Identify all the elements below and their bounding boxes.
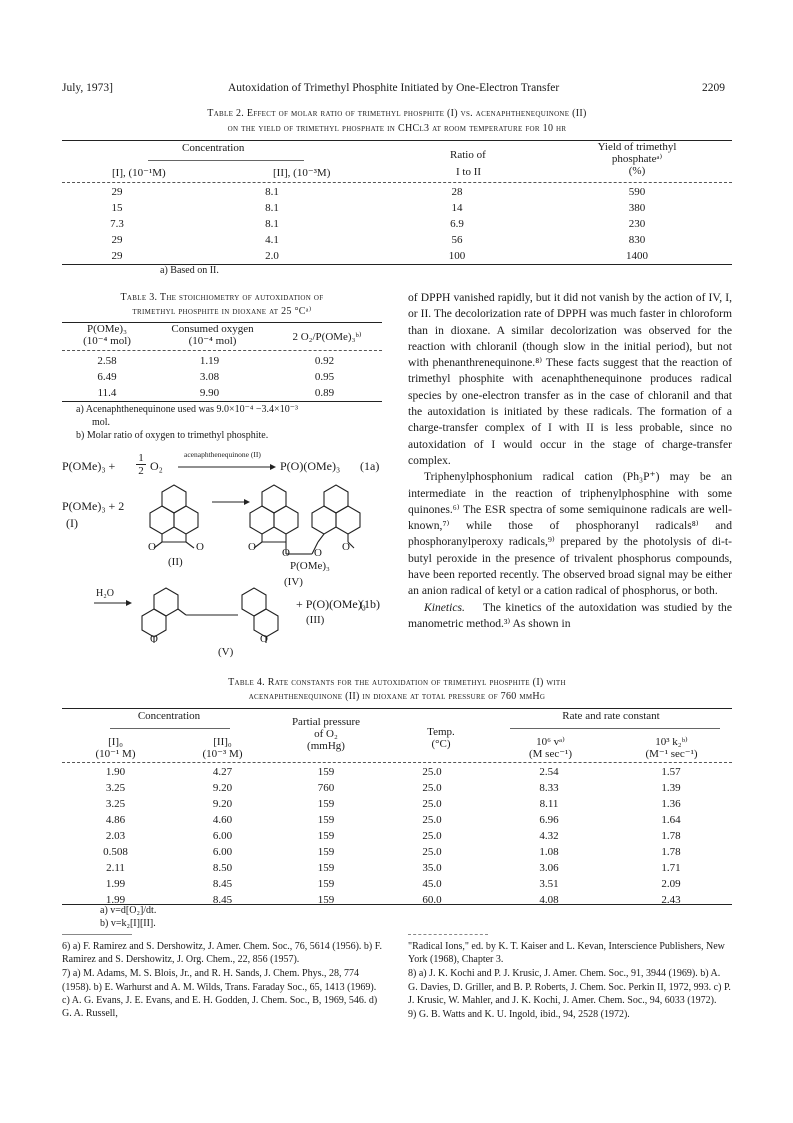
table3-cell: 0.89 <box>314 387 335 399</box>
table4-cell: 159 <box>317 830 335 842</box>
label-III: (III) <box>306 614 325 626</box>
table4-col2-header-2: (10⁻³ M) <box>202 748 243 760</box>
eq1a-reagent: P(OMe)₃ + <box>62 459 116 473</box>
table2-col3-header-1: Ratio of <box>450 149 486 161</box>
table4-cell: 3.25 <box>105 798 126 810</box>
label-O-1: O <box>148 541 156 553</box>
table4-top-rule <box>62 708 732 709</box>
table4-cell: 2.43 <box>661 894 681 906</box>
reference-7-cont: "Radical Ions," ed. by K. T. Kaiser and L. Kevan, Interscience Publishers, New York (1968), Chapter 3. <box>408 941 725 966</box>
table3-cell: 1.19 <box>199 355 220 367</box>
table2-cell: 8.1 <box>265 202 279 214</box>
right-column-text <box>408 290 732 632</box>
label-O-4: O <box>282 547 290 559</box>
table4-col4-header-2: (°C) <box>431 738 451 750</box>
table4-cell: 1.90 <box>105 766 126 778</box>
table2-cell: 7.3 <box>110 218 124 230</box>
table4-cell: 8.11 <box>539 798 559 810</box>
table2-col1-header: [I], (10⁻¹M) <box>112 167 166 179</box>
table2-cell: 2.0 <box>265 250 279 262</box>
table4-cell: 2.03 <box>105 830 126 842</box>
table4-cell: 4.32 <box>539 830 559 842</box>
table4-body <box>62 764 732 908</box>
label-O-6: O <box>342 541 350 553</box>
label-O-2: O <box>196 541 204 553</box>
table4-row <box>62 796 732 812</box>
table4-col2-header <box>169 736 276 760</box>
table2-cell: 29 <box>111 186 123 198</box>
page-number: 2209 <box>702 82 725 94</box>
table3-cell: 0.95 <box>314 371 335 383</box>
table4-cell: 1.78 <box>661 846 681 858</box>
label-H2O: H₂O <box>96 588 114 599</box>
table4-cell: 25.0 <box>422 814 442 826</box>
table4-cell: 25.0 <box>422 782 442 794</box>
table4-row <box>62 764 732 780</box>
table3-row <box>62 385 382 401</box>
table2-col4-header-2: phosphateᵃ⁾ <box>611 153 663 165</box>
table2-caption-line2: on the yield of trimethyl phosphate in CHCl3 at room temperature for 10 hr <box>227 123 567 134</box>
table3-col2-header-2: (10⁻⁴ mol) <box>188 335 237 347</box>
table4-cell: 159 <box>317 846 335 858</box>
table4-cell: 3.51 <box>539 878 559 890</box>
table4-row <box>62 876 732 892</box>
table4-cell: 4.27 <box>212 766 233 778</box>
table2-cell: 6.9 <box>450 218 464 230</box>
table2-col4-header <box>582 141 692 177</box>
table4-cell: 1.99 <box>105 894 126 906</box>
references-rule-right <box>408 934 488 935</box>
table4-col4-header-1: Temp. <box>427 726 455 738</box>
label-O-8: O <box>260 633 268 645</box>
table4-footnotes <box>100 904 156 930</box>
table4-cell: 159 <box>317 878 335 890</box>
table2-row <box>62 248 732 264</box>
table4-col3-header <box>276 716 376 752</box>
table2-cell: 100 <box>448 250 466 262</box>
table3-footnote-b: b) Molar ratio of oxygen to trimethyl phosphite. <box>76 430 269 441</box>
table2-row <box>62 216 732 232</box>
label-O-3: O <box>248 541 256 553</box>
table4-cell: 159 <box>317 862 335 874</box>
table2-cell: 4.1 <box>265 234 279 246</box>
reference-9: 9) G. B. Watts and K. U. Ingold, ibid., 94, 2528 (1972). <box>408 1009 630 1021</box>
running-header-date: July, 1973] <box>62 82 114 94</box>
table4-cell: 35.0 <box>422 862 442 874</box>
scheme-arrow-2 <box>94 598 134 608</box>
table3-cell: 3.08 <box>199 371 220 383</box>
table4-header-rule <box>62 762 732 763</box>
eq1a-product: P(O)(OMe)₃ <box>280 459 341 473</box>
table4-cell: 1.71 <box>661 862 681 874</box>
table4-cell: 9.20 <box>212 782 233 794</box>
table4-col3-header-3: (mmHg) <box>307 740 345 752</box>
eq1b-product: + P(O)(OMe)₃ <box>296 597 366 611</box>
table4-cell: 25.0 <box>422 846 442 858</box>
table4-col5-header <box>490 736 611 760</box>
table2-col4-header-1: Yield of trimethyl <box>597 141 677 153</box>
table3-footnotes <box>76 403 382 442</box>
table4-caption-line2: acenaphthenequinone (II) in dioxane at total pressure of 760 mmHg <box>248 691 546 702</box>
table2-group-header: Concentration <box>182 142 245 154</box>
table2-body <box>62 184 732 264</box>
table4-cell: 25.0 <box>422 798 442 810</box>
table4-row <box>62 860 732 876</box>
table4-col5-header-2: (M sec⁻¹) <box>528 748 572 760</box>
label-I: (I) <box>66 516 78 530</box>
table4-col4-header <box>396 726 486 750</box>
table3-footnote-a-cont: mol. <box>92 417 111 428</box>
table3-body <box>62 353 382 401</box>
references-left-column <box>62 940 386 1021</box>
structure-acenaphthenequinone <box>150 485 198 548</box>
table3-cell: 11.4 <box>97 387 117 399</box>
table4-group2-brace <box>510 728 720 729</box>
table2-cell: 590 <box>628 186 646 198</box>
table2-cell: 1400 <box>626 250 648 262</box>
kinetics-heading: Kinetics. <box>424 600 465 614</box>
table4-footnote-b: b) v=k₂[I][II]. <box>100 918 156 929</box>
table4-cell: 1.78 <box>661 830 681 842</box>
table3-col2-header-1: Consumed oxygen <box>171 323 254 335</box>
table2-cell: 28 <box>451 186 463 198</box>
table4-cell: 4.60 <box>212 814 233 826</box>
label-O-7: O <box>150 633 158 645</box>
table4-cell: 760 <box>317 782 335 794</box>
label-II: (II) <box>168 556 183 568</box>
table4-cell: 8.33 <box>539 782 559 794</box>
table4-cell: 3.25 <box>105 782 126 794</box>
eq1b-number: (1b) <box>360 597 380 611</box>
table4-col1-header-1: [I]₀ <box>108 736 123 748</box>
table4-cell: 1.99 <box>105 878 126 890</box>
eq1a-arrow-label: acenaphthenequinone (II) <box>184 450 261 459</box>
table4-cell: 4.08 <box>539 894 559 906</box>
table2-cell: 8.1 <box>265 186 279 198</box>
table4-cell: 2.11 <box>106 862 125 874</box>
table4-cell: 25.0 <box>422 766 442 778</box>
table4-col3-header-1: Partial pressure <box>291 716 361 728</box>
table4-cell: 25.0 <box>422 830 442 842</box>
table3-footnote-a: a) Acenaphthenequinone used was 9.0×10⁻⁴ −3.4×10⁻³ <box>76 404 298 415</box>
table3-row <box>62 353 382 369</box>
table4-cell: 159 <box>317 894 335 906</box>
table4-group1: Concentration <box>137 710 201 722</box>
label-IV: (IV) <box>284 576 303 588</box>
reference-8: 8) a) J. K. Kochi and P. J. Krusic, J. Amer. Chem. Soc., 91, 3944 (1969). b) A. G. Davies, D. Griller, and B. P. Roberts, J. Chem. Soc. Perkin II, 1972, 993. c) P. J. Krusic, W. Mahler, and J. K. Kochi, J. Amer. Chem. Soc., 94, 6033 (1972). <box>408 968 731 1006</box>
table3-bottom-rule <box>62 401 382 402</box>
table4-cell: 0.508 <box>103 846 128 858</box>
table3-col1-header-1: P(OMe)₃ <box>87 323 127 335</box>
eq1a-o2: O₂ <box>150 459 163 473</box>
table2-row <box>62 232 732 248</box>
table2-cell: 8.1 <box>265 218 279 230</box>
table3-caption-line1: Table 3. The stoichiometry of autoxidation of <box>120 292 324 303</box>
table2-footnote: a) Based on II. <box>160 265 219 276</box>
table3-col3-header: 2 O₂/P(OMe)₃ᵇ⁾ <box>292 331 362 343</box>
table4-col1-header-2: (10⁻¹ M) <box>95 748 136 760</box>
paragraph-esr: Triphenylphosphonium radical cation (Ph₃P⁺) may be an intermediate in the reaction of triphenylphosphine with some quinones.⁶⁾ The ESR spectra of some semiquinone radicals are well-known,⁷⁾ while those of phosphoranyl radicals⁸⁾ and phosphoranylperoxy radicals,⁹⁾ prepared by the photolysis of di-t-butyl peroxide in the presence of trivalent phosphorus compounds, have been reported recently. The observed broad signal may be either an anion radical of ketyl or a cation radical of phosphorus, or both. <box>408 470 732 598</box>
eq1a-arrow <box>178 462 276 472</box>
table2-cell: 380 <box>628 202 646 214</box>
table4-cell: 6.00 <box>212 830 233 842</box>
table2-cell: 29 <box>111 234 123 246</box>
eq1a-number: (1a) <box>360 459 380 473</box>
table2-cell: 56 <box>451 234 463 246</box>
running-header-title: Autoxidation of Trimethyl Phosphite Initiated by One-Electron Transfer <box>228 82 560 94</box>
table4-cell: 6.00 <box>212 846 233 858</box>
table2-col4-header-3: (%) <box>628 165 646 177</box>
eq1a-left <box>62 459 115 474</box>
table3-col1-header-2: (10⁻⁴ mol) <box>83 335 131 347</box>
eq1a-frac-den: 2 <box>138 465 144 477</box>
label-POMe3: P(OMe)₃ <box>290 560 330 572</box>
table2-cell: 15 <box>111 202 123 214</box>
table4-col3-header-2: of O₂ <box>314 728 338 740</box>
structure-IV-left <box>250 485 300 554</box>
table2-row <box>62 184 732 200</box>
table4-cell: 9.20 <box>212 798 233 810</box>
table4-cell: 60.0 <box>422 894 442 906</box>
table4-cell: 45.0 <box>422 878 442 890</box>
structure-IV-right <box>300 485 360 554</box>
table2-row <box>62 200 732 216</box>
table3-cell: 9.90 <box>199 387 220 399</box>
label-V: (V) <box>218 646 234 658</box>
table4-row <box>62 892 732 908</box>
paragraph-kinetics <box>408 600 732 633</box>
table4-cell: 8.45 <box>212 878 233 890</box>
table4-col6-header-2: (M⁻¹ sec⁻¹) <box>645 748 698 760</box>
table4-col6-header <box>611 736 732 760</box>
reference-7: 7) a) M. Adams, M. S. Blois, Jr., and R. H. Sands, J. Chem. Phys., 28, 774 (1958). b) E. Warhurst and A. M. Wilds, Trans. Faraday Soc., 65, 1413 (1969). c) A. G. Evans, J. E. Evans, and E. H. Godden, J. Chem. Soc., B, 1969, 546. d) G. A. Russell, <box>62 968 378 1020</box>
table4-cell: 1.39 <box>661 782 681 794</box>
table4-cell: 159 <box>317 766 335 778</box>
table2-col2-header: [II], (10⁻³M) <box>273 167 331 179</box>
table4-col1-header <box>62 736 169 760</box>
table4-cell: 1.08 <box>539 846 559 858</box>
table2-group-brace <box>148 160 304 161</box>
table4-row <box>62 844 732 860</box>
references-right-column <box>408 940 732 1022</box>
table2-caption-line1: Table 2. Effect of molar ratio of trimethyl phosphite (I) vs. acenaphthenequinone (II) <box>207 108 587 119</box>
table4-cell: 159 <box>317 798 335 810</box>
table4-col6-header-1: 10³ k₂ᵇ⁾ <box>655 736 688 748</box>
table4-bottom-rule <box>62 904 732 905</box>
table4-cell: 1.36 <box>661 798 681 810</box>
scheme-structures-row1 <box>140 482 390 592</box>
table3-row <box>62 369 382 385</box>
table4-cell: 3.06 <box>539 862 559 874</box>
eq1a-fraction <box>136 452 146 477</box>
table3-col2-header <box>160 323 265 347</box>
table2-col3-header-2: I to II <box>456 166 482 178</box>
table4-row <box>62 828 732 844</box>
eq1a-frac-num: 1 <box>138 452 144 464</box>
references-rule-left <box>62 934 132 935</box>
table4-cell: 6.96 <box>539 814 559 826</box>
table3-caption-line2: trimethyl phosphite in dioxane at 25 °Cᵃ⁾ <box>132 306 312 317</box>
table3-cell: 2.58 <box>97 355 117 367</box>
table4-cell: 1.64 <box>661 814 681 826</box>
table3-col1-header <box>62 323 152 347</box>
table4-col5-header-1: 10⁶ vᵃ⁾ <box>536 736 565 748</box>
table3-cell: 0.92 <box>314 355 335 367</box>
table4-group1-brace <box>110 728 230 729</box>
table4-group2: Rate and rate constant <box>562 710 660 722</box>
table2-cell: 14 <box>451 202 463 214</box>
table4-cell: 2.54 <box>539 766 559 778</box>
table4-cell: 1.57 <box>661 766 681 778</box>
table4-caption-line1: Table 4. Rate constants for the autoxidation of trimethyl phosphite (I) with <box>228 677 566 688</box>
table4-footnote-a: a) v=d[O₂]/dt. <box>100 905 157 916</box>
reference-6: 6) a) F. Ramirez and S. Dershowitz, J. Amer. Chem. Soc., 76, 5614 (1956). b) F. Ramirez and S. Dershowitz, J. Org. Chem., 22, 856 (1957). <box>62 941 383 966</box>
table2-cell: 29 <box>111 250 123 262</box>
table4-row <box>62 812 732 828</box>
table4-cell: 159 <box>317 814 335 826</box>
table2-header-rule <box>62 182 732 183</box>
table4-row <box>62 780 732 796</box>
table4-cell: 8.50 <box>212 862 233 874</box>
table2-cell: 830 <box>628 234 646 246</box>
table4-cell: 8.45 <box>212 894 233 906</box>
paragraph-dpph: of DPPH vanished rapidly, but it did not vanish by the action of IV, I, or II. The decolorization rate of DPPH was much faster in chloroform than in dioxane. A similar decolorization was observed for the reaction with chloranil (though slow in the initial period), but not with phenanthrenequinone.⁸⁾ These facts suggest that the reaction of trimethyl phosphite with acenaphthenequinone produces radical species by one-electron transfer as in the case of chloranil and that the autoxidation is initiated by these radicals. The formation of a charge-transfer complex of I with II is less probable, since no autoxidation of I would occur in the stage of charge-transfer complex. <box>408 291 732 467</box>
scheme-arrowhead-1 <box>244 499 250 505</box>
table3-header-rule <box>62 350 382 351</box>
table2-cell: 230 <box>628 218 646 230</box>
table4-cell: 4.86 <box>105 814 126 826</box>
table4-col2-header-1: [II]₀ <box>213 736 232 748</box>
label-O-5: O <box>314 547 322 559</box>
table3-cell: 6.49 <box>97 371 117 383</box>
table4-cell: 2.09 <box>661 878 681 890</box>
eq1b-left: P(OMe)₃ + 2 <box>62 499 125 513</box>
kinetics-text: The kinetics of the autoxidation was studied by the manometric method.³⁾ As shown in <box>408 600 732 630</box>
